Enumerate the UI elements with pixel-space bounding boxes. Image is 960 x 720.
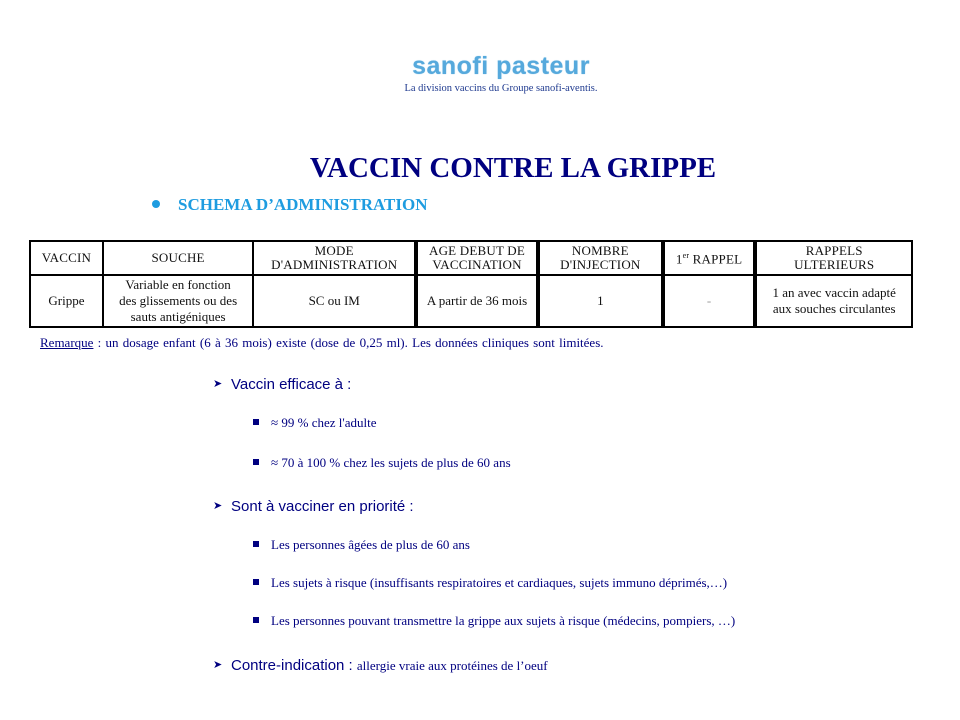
list-item: ≈ 70 à 100 % chez les sujets de plus de 60 ans xyxy=(253,454,511,472)
administration-schedule-table xyxy=(29,240,913,328)
header-vaccin: VACCIN xyxy=(30,241,103,275)
cell-mode: SC ou IM xyxy=(253,275,416,327)
square-bullet-icon xyxy=(253,459,259,465)
list-item: Les personnes âgées de plus de 60 ans xyxy=(253,536,470,554)
cell-rappels-ulterieurs: 1 an avec vaccin adapté aux souches circulantes xyxy=(755,275,912,327)
contraindication xyxy=(213,656,548,676)
cell-nombre: 1 xyxy=(538,275,663,327)
remark-label: Remarque xyxy=(40,335,94,350)
priority-heading: ➤ Sont à vacciner en priorité : xyxy=(213,498,414,515)
arrow-bullet-icon: ➤ xyxy=(213,378,223,391)
blue-dot-icon xyxy=(152,200,160,208)
square-bullet-icon xyxy=(253,617,259,623)
logo-name: sanofi pasteur xyxy=(412,52,590,80)
cell-premier-rappel: - xyxy=(663,275,756,327)
remark-text: : un dosage enfant (6 à 36 mois) existe (dose de 0,25 ml). Les données cliniques sont limitées. xyxy=(93,335,604,350)
list-item: ≈ 99 % chez l'adulte xyxy=(253,414,377,432)
square-bullet-icon xyxy=(253,541,259,547)
header-mode: MODE D'ADMINISTRATION xyxy=(253,241,416,275)
section-heading xyxy=(152,194,428,216)
sanofi-pasteur-logo xyxy=(396,52,606,96)
list-item: Les sujets à risque (insuffisants respiratoires et cardiaques, sujets immuno déprimés,…) xyxy=(253,574,727,592)
header-age: AGE DEBUT DE VACCINATION xyxy=(416,241,538,275)
contraindication-text: allergie vraie aux protéines de l’oeuf xyxy=(356,658,548,673)
square-bullet-icon xyxy=(253,419,259,425)
contraindication-heading: Contre-indication : xyxy=(231,657,357,674)
cell-vaccin: Grippe xyxy=(30,275,103,327)
header-rappels-ulterieurs: RAPPELS ULTERIEURS xyxy=(755,241,912,275)
table-row xyxy=(30,275,912,327)
logo-tagline: La division vaccins du Groupe sanofi-aventis. xyxy=(404,83,598,94)
cell-souche: Variable en fonction des glissements ou des sauts antigéniques xyxy=(103,275,253,327)
remark-note xyxy=(40,334,604,352)
header-premier-rappel: 1er RAPPEL xyxy=(663,241,756,275)
header-souche: SOUCHE xyxy=(103,241,253,275)
arrow-bullet-icon: ➤ xyxy=(213,500,223,513)
arrow-bullet-icon: ➤ xyxy=(213,659,223,672)
header-nombre: NOMBRE D'INJECTION xyxy=(538,241,663,275)
table-header-row xyxy=(30,241,912,275)
cell-age: A partir de 36 mois xyxy=(416,275,538,327)
efficacy-heading: ➤ Vaccin efficace à : xyxy=(213,376,352,393)
list-item: Les personnes pouvant transmettre la grippe aux sujets à risque (médecins, pompiers, …) xyxy=(253,612,735,630)
square-bullet-icon xyxy=(253,579,259,585)
section-heading-label: SCHEMA D’ADMINISTRATION xyxy=(178,195,428,214)
page-title: VACCIN CONTRE LA GRIPPE xyxy=(309,152,717,184)
